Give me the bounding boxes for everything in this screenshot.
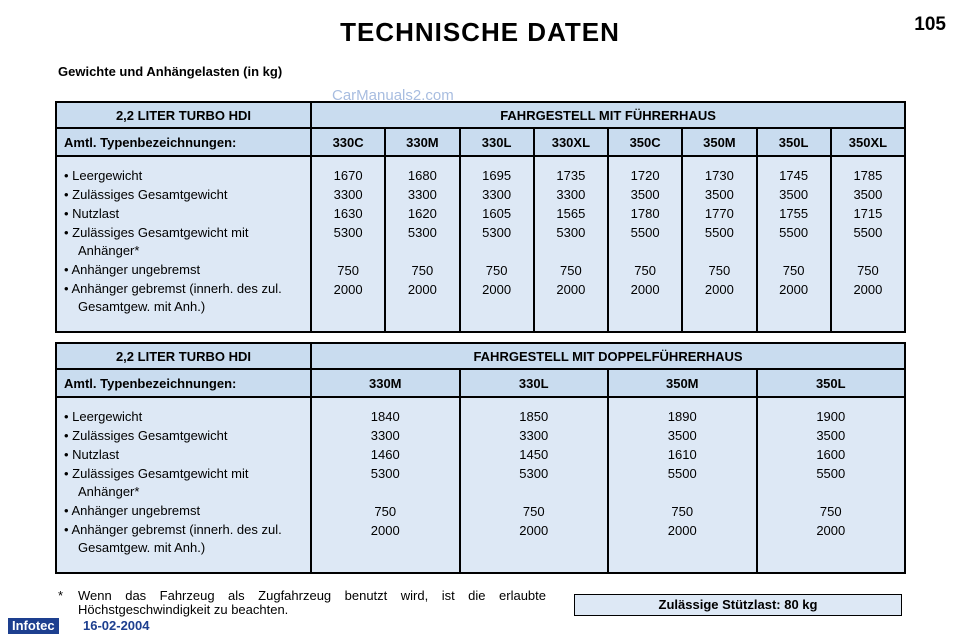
table-cell: 2000 bbox=[519, 523, 549, 538]
table-cell: 750 bbox=[374, 504, 397, 519]
table-cell: 2000 bbox=[482, 282, 512, 297]
table-cell: 750 bbox=[671, 504, 694, 519]
table-cell: 1670 bbox=[333, 168, 363, 183]
table-cell: 2000 bbox=[816, 523, 846, 538]
table-cell: 5500 bbox=[779, 225, 809, 240]
table-cell: 3300 bbox=[333, 187, 363, 202]
spec-table-doppelfuehrerhaus bbox=[55, 342, 906, 574]
value-column bbox=[534, 156, 608, 332]
page-number: 105 bbox=[914, 14, 946, 35]
value-column bbox=[608, 156, 682, 332]
table-cell: 1605 bbox=[482, 206, 512, 221]
type-label: Amtl. Typenbezeichnungen: bbox=[56, 369, 311, 397]
column-header: 350C bbox=[608, 128, 682, 156]
table-cell: 750 bbox=[337, 263, 359, 278]
engine-header: 2,2 LITER TURBO HDI bbox=[56, 343, 311, 369]
table-cell: 750 bbox=[411, 263, 434, 278]
row-labels bbox=[56, 397, 311, 573]
table-cell: 1850 bbox=[519, 409, 549, 424]
value-column bbox=[608, 397, 757, 573]
engine-header: 2,2 LITER TURBO HDI bbox=[56, 102, 311, 128]
table-cell: 1630 bbox=[333, 206, 363, 221]
value-column bbox=[311, 156, 385, 332]
footnote-marker: * bbox=[58, 588, 64, 603]
table-cell: 750 bbox=[782, 263, 805, 278]
value-column bbox=[757, 156, 831, 332]
table-cell: 1730 bbox=[704, 168, 734, 183]
table-cell: 1735 bbox=[556, 168, 586, 183]
row-label: • Anhänger gebremst (innerh. des zul. Gesamtgew. mit Anh.) bbox=[64, 281, 282, 314]
row-label: • Leergewicht bbox=[64, 168, 143, 183]
table-cell: 1680 bbox=[407, 168, 437, 183]
row-label: • Zulässiges Gesamtgewicht bbox=[64, 428, 228, 443]
table-cell: 750 bbox=[560, 263, 582, 278]
column-header: 330L bbox=[460, 128, 534, 156]
column-header: 330M bbox=[385, 128, 459, 156]
table-cell: 750 bbox=[708, 263, 731, 278]
table-cell: 1695 bbox=[482, 168, 512, 183]
table-cell: 1900 bbox=[816, 409, 846, 424]
body-header: FAHRGESTELL MIT DOPPELFÜHRERHAUS bbox=[311, 343, 905, 369]
value-column bbox=[311, 397, 460, 573]
table-cell: 1610 bbox=[667, 447, 697, 462]
table-cell: 2000 bbox=[407, 282, 437, 297]
column-header: 330M bbox=[311, 369, 460, 397]
type-label: Amtl. Typenbezeichnungen: bbox=[56, 128, 311, 156]
table-cell: 3300 bbox=[519, 428, 549, 443]
value-column bbox=[682, 156, 756, 332]
row-labels bbox=[56, 156, 311, 332]
value-column bbox=[460, 156, 534, 332]
row-label: • Zulässiges Gesamtgewicht mit Anhänger* bbox=[64, 466, 249, 499]
table-cell: 1715 bbox=[853, 206, 883, 221]
table-cell: 750 bbox=[522, 504, 545, 519]
row-label: • Leergewicht bbox=[64, 409, 143, 424]
table-cell: 1840 bbox=[370, 409, 400, 424]
column-header: 350L bbox=[757, 128, 831, 156]
table-cell: 750 bbox=[819, 504, 842, 519]
table-cell: 5300 bbox=[333, 225, 363, 240]
table-cell: 2000 bbox=[667, 523, 697, 538]
column-header: 330L bbox=[460, 369, 609, 397]
table-cell: 5500 bbox=[704, 225, 734, 240]
row-label: • Nutzlast bbox=[64, 206, 120, 221]
table-cell: 1755 bbox=[779, 206, 809, 221]
column-header: 350M bbox=[682, 128, 756, 156]
table-cell: 2000 bbox=[370, 523, 400, 538]
value-column bbox=[831, 156, 905, 332]
table-cell: 5300 bbox=[407, 225, 437, 240]
table-cell: 1720 bbox=[630, 168, 660, 183]
footnote bbox=[58, 589, 546, 617]
row-label: • Zulässiges Gesamtgewicht bbox=[64, 187, 228, 202]
row-label: • Anhänger ungebremst bbox=[64, 503, 201, 518]
table-cell: 5300 bbox=[482, 225, 512, 240]
table-cell: 1890 bbox=[667, 409, 697, 424]
table-cell: 750 bbox=[634, 263, 656, 278]
table-cell: 1785 bbox=[853, 168, 883, 183]
table-cell: 2000 bbox=[853, 282, 883, 297]
table-cell: 1460 bbox=[370, 447, 400, 462]
column-header: 350M bbox=[608, 369, 757, 397]
table-cell: 3300 bbox=[482, 187, 512, 202]
spec-table-fuehrerhaus bbox=[55, 101, 906, 333]
table-cell: 5300 bbox=[370, 466, 400, 481]
table-cell: 3500 bbox=[816, 428, 846, 443]
table-cell: 3500 bbox=[853, 187, 883, 202]
value-column bbox=[385, 156, 459, 332]
table-cell: 1770 bbox=[704, 206, 734, 221]
table-cell: 5500 bbox=[667, 466, 697, 481]
body-header: FAHRGESTELL MIT FÜHRERHAUS bbox=[311, 102, 905, 128]
table-cell: 3300 bbox=[556, 187, 586, 202]
column-header: 330C bbox=[311, 128, 385, 156]
row-label: • Nutzlast bbox=[64, 447, 120, 462]
table-cell: 5500 bbox=[853, 225, 883, 240]
table-cell: 1745 bbox=[779, 168, 809, 183]
column-header: 350L bbox=[757, 369, 906, 397]
table-cell: 1780 bbox=[630, 206, 660, 221]
table-cell: 3300 bbox=[407, 187, 437, 202]
table-cell: 750 bbox=[485, 263, 508, 278]
table-cell: 750 bbox=[857, 263, 879, 278]
table-cell: 3500 bbox=[630, 187, 660, 202]
value-column bbox=[460, 397, 609, 573]
table-cell: 1565 bbox=[556, 206, 586, 221]
row-label: • Anhänger ungebremst bbox=[64, 262, 201, 277]
row-label: • Anhänger gebremst (innerh. des zul. Gesamtgew. mit Anh.) bbox=[64, 522, 282, 555]
table-cell: 3500 bbox=[667, 428, 697, 443]
table-cell: 1600 bbox=[816, 447, 846, 462]
table-cell: 3500 bbox=[704, 187, 734, 202]
value-column bbox=[757, 397, 906, 573]
table-cell: 2000 bbox=[333, 282, 363, 297]
page-title: TECHNISCHE DATEN bbox=[340, 17, 620, 47]
table-cell: 5500 bbox=[630, 225, 660, 240]
footnote-text: Wenn das Fahrzeug als Zugfahrzeug benutzt wird, ist die erlaubte Höchstgeschwindigkeit zu beachten. bbox=[78, 588, 546, 617]
table-cell: 3300 bbox=[370, 428, 400, 443]
row-label: • Zulässiges Gesamtgewicht mit Anhänger* bbox=[64, 225, 249, 258]
table-cell: 2000 bbox=[556, 282, 586, 297]
table-cell: 5300 bbox=[556, 225, 586, 240]
table-cell: 2000 bbox=[630, 282, 660, 297]
table-cell: 1620 bbox=[407, 206, 437, 221]
stuetzlast-box: Zulässige Stützlast: 80 kg bbox=[574, 594, 902, 616]
column-header: 330XL bbox=[534, 128, 608, 156]
print-date: 16-02-2004 bbox=[83, 618, 150, 633]
table-cell: 2000 bbox=[704, 282, 734, 297]
column-header: 350XL bbox=[831, 128, 905, 156]
infotec-logo: Infotec bbox=[8, 618, 59, 634]
table-cell: 1450 bbox=[519, 447, 549, 462]
table-cell: 5300 bbox=[519, 466, 549, 481]
table-cell: 3500 bbox=[779, 187, 809, 202]
table-cell: 2000 bbox=[779, 282, 809, 297]
table-cell: 5500 bbox=[816, 466, 846, 481]
section-subtitle: Gewichte und Anhängelasten (in kg) bbox=[58, 64, 283, 79]
watermark-text: CarManuals2.com bbox=[332, 87, 454, 104]
